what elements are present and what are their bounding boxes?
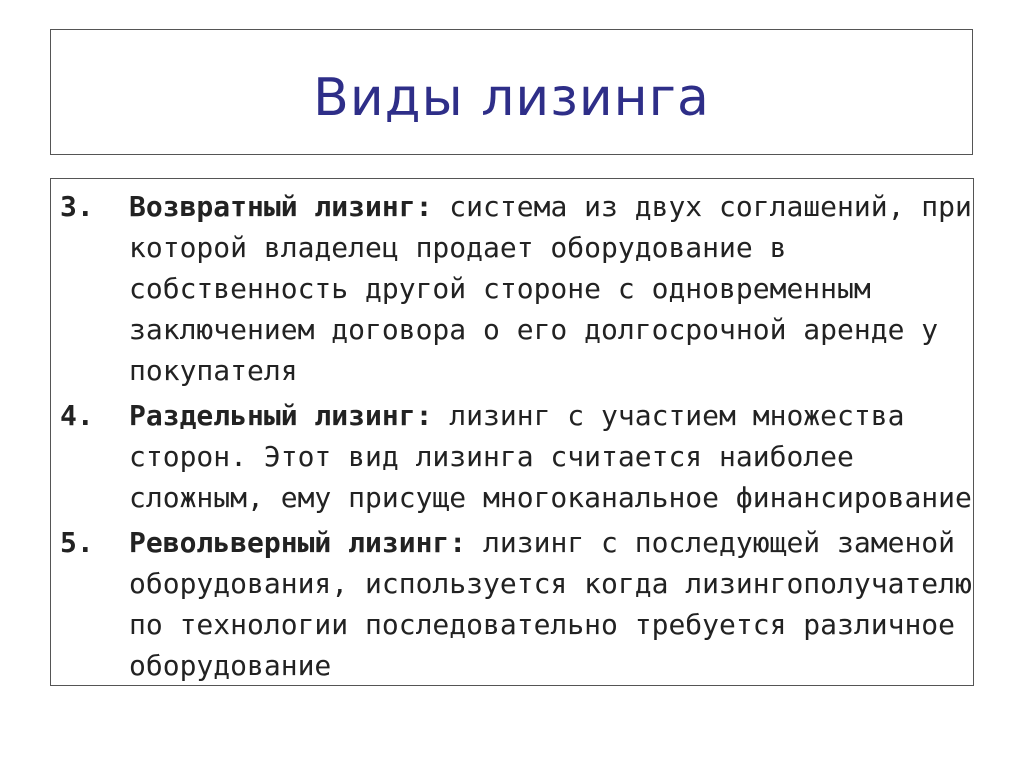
item-term: Раздельный лизинг: <box>129 399 450 432</box>
leasing-types-list <box>60 186 980 690</box>
item-definition: лизинг с последующей заменой оборудования, используется когда лизингополучателю по технологии последовательно требуется различное оборудование <box>129 526 972 682</box>
slide-title: Виды лизинга <box>313 68 710 128</box>
list-item <box>60 395 980 518</box>
title-box <box>50 29 973 155</box>
item-definition: лизинг с участием множества сторон. Этот вид лизинга считается наиболее сложным, ему присуще многоканальное финансирование <box>129 399 972 514</box>
list-item <box>60 522 980 686</box>
item-number: 5. <box>60 526 94 559</box>
item-number: 4. <box>60 399 94 432</box>
item-term: Револьверный лизинг: <box>129 526 484 559</box>
item-number: 3. <box>60 190 94 223</box>
item-definition: система из двух соглашений, при которой владелец продает оборудование в собственность другой стороне с одновременным заключением договора о его долгосрочной аренде у покупателя <box>129 190 972 387</box>
list-item <box>60 186 980 391</box>
item-term: Возвратный лизинг: <box>129 190 450 223</box>
